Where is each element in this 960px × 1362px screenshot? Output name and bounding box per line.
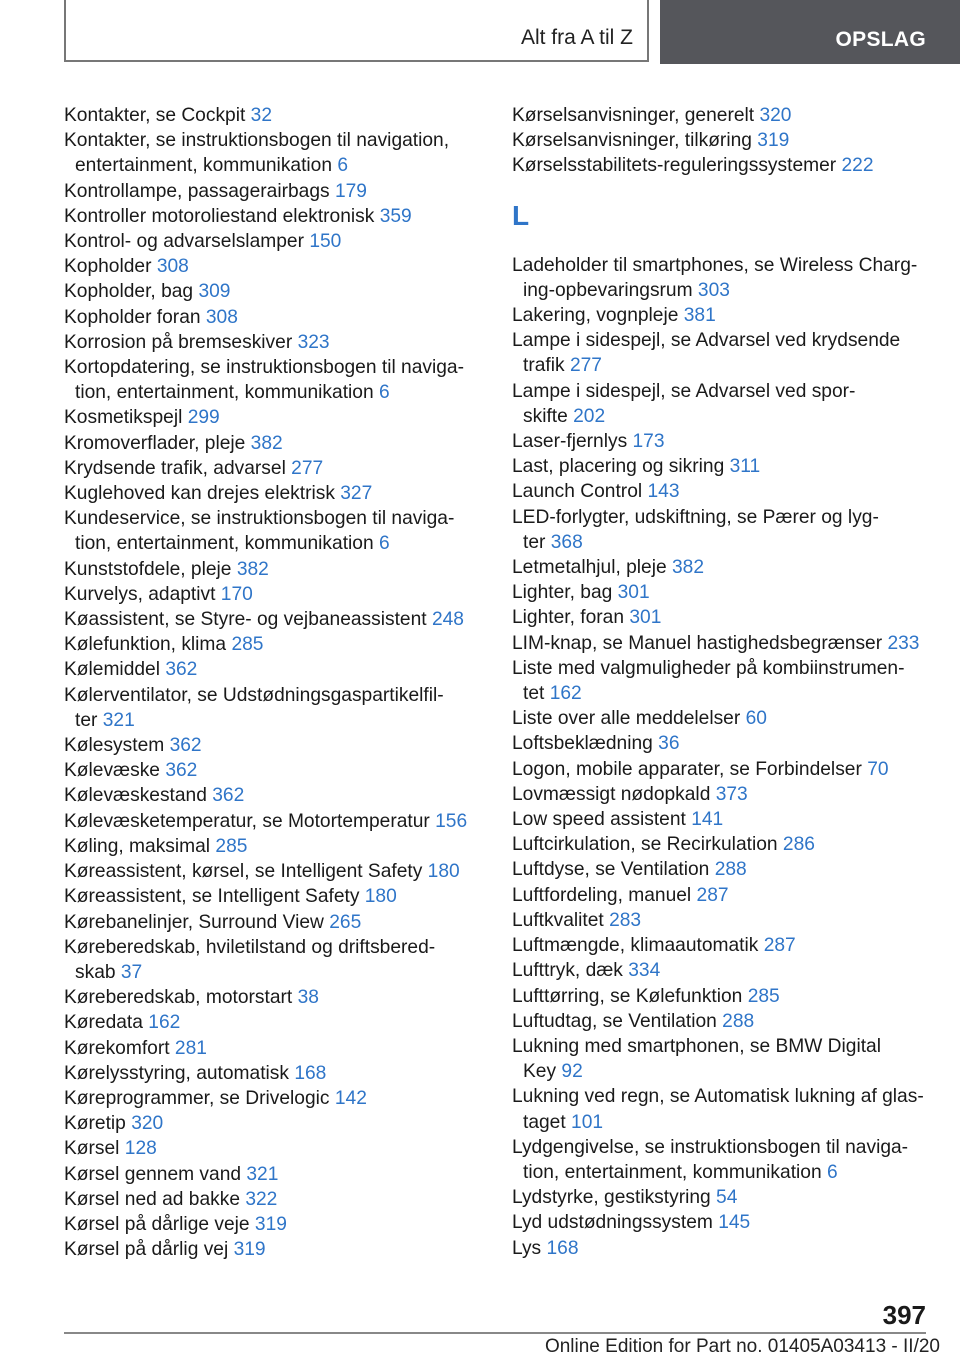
entry-text: Launch Control bbox=[512, 481, 643, 503]
entry-text: Letmetalhjul, pleje bbox=[512, 557, 667, 579]
index-entry bbox=[64, 1111, 494, 1136]
index-entry bbox=[512, 933, 942, 958]
index-entry bbox=[64, 733, 494, 758]
entry-text: Kølevæskestand bbox=[64, 785, 207, 807]
page-link[interactable]: 156 bbox=[435, 810, 468, 832]
entry-text: taget bbox=[523, 1111, 566, 1133]
index-entry bbox=[64, 179, 494, 204]
entry-text: Kopholder bbox=[64, 256, 152, 278]
page-link[interactable]: 320 bbox=[759, 105, 792, 126]
entry-text: Lydstyrke, gestikstyring bbox=[512, 1187, 711, 1209]
page-link[interactable]: 92 bbox=[561, 1061, 583, 1083]
index-entry bbox=[64, 431, 494, 456]
index-entry bbox=[512, 706, 942, 731]
page-link[interactable]: 143 bbox=[647, 481, 680, 503]
entry-text: Lyd udstødningssystem bbox=[512, 1212, 713, 1234]
page-link[interactable]: 142 bbox=[334, 1087, 367, 1109]
index-entry-continuation bbox=[512, 530, 942, 555]
page-link[interactable]: 286 bbox=[782, 834, 815, 856]
footer-text: Online Edition for Part no. 01405A03413 - II/20 bbox=[544, 1336, 940, 1357]
index-entry-continuation bbox=[512, 681, 942, 706]
page-link[interactable]: 320 bbox=[131, 1113, 164, 1135]
entry-text: Lovmæssigt nødopkald bbox=[512, 783, 711, 805]
page-link[interactable]: 36 bbox=[658, 733, 680, 755]
index-entry bbox=[64, 1010, 494, 1035]
entry-text: Kørsel bbox=[64, 1138, 120, 1160]
entry-text: Køassistent, se Styre- og vejbaneassistent bbox=[64, 609, 427, 631]
index-entry bbox=[512, 328, 942, 353]
index-entry bbox=[64, 1036, 494, 1061]
entry-text: Kontrollampe, passagerairbags bbox=[64, 180, 330, 202]
entry-text: Laser-fjernlys bbox=[512, 431, 628, 453]
entry-text: Loftsbeklædning bbox=[512, 733, 653, 755]
index-entry bbox=[64, 1237, 494, 1262]
index-entry bbox=[64, 1061, 494, 1086]
index-entry bbox=[64, 405, 494, 430]
page-link[interactable]: 311 bbox=[729, 456, 761, 478]
page-link[interactable]: 288 bbox=[714, 859, 747, 881]
index-entry-continuation bbox=[512, 404, 942, 429]
entry-text: Luftkvalitet bbox=[512, 909, 604, 931]
entry-text: Kontakter, se instruktionsbogen til navigation, bbox=[64, 130, 450, 152]
page-link[interactable]: 321 bbox=[246, 1163, 279, 1185]
page-link[interactable]: 170 bbox=[220, 583, 253, 605]
index-entry bbox=[512, 1236, 942, 1261]
index-entry-continuation bbox=[64, 531, 494, 556]
entry-text: Kundeservice, se instruktionsbogen til naviga- bbox=[64, 508, 455, 530]
entry-text: Lampe i sidespejl, se Advarsel ved krydsende bbox=[512, 330, 901, 352]
page-link[interactable]: 180 bbox=[427, 861, 460, 883]
index-entry bbox=[64, 809, 494, 834]
index-entry bbox=[512, 128, 942, 153]
entry-text: Kølerventilator, se Udstødningsgaspartikelfil- bbox=[64, 684, 444, 706]
index-column-right bbox=[512, 103, 942, 1261]
page-link[interactable]: 359 bbox=[379, 205, 412, 227]
entry-text: Kontakter, se Cockpit bbox=[64, 105, 246, 126]
entry-text: Kørsel gennem vand bbox=[64, 1163, 242, 1185]
entry-text: Kunststofdele, pleje bbox=[64, 558, 232, 580]
entry-text: Kurvelys, adaptivt bbox=[64, 583, 216, 605]
index-entry bbox=[512, 984, 942, 1009]
entry-text: ter bbox=[75, 709, 98, 731]
index-entry bbox=[512, 807, 942, 832]
index-entry bbox=[64, 279, 494, 304]
page-number: 397 bbox=[882, 1300, 926, 1330]
page-link[interactable]: 233 bbox=[887, 632, 920, 654]
index-entry bbox=[64, 884, 494, 909]
index-entry bbox=[64, 632, 494, 657]
entry-text: LED-forlygter, udskiftning, se Pærer og lyg- bbox=[512, 506, 879, 528]
page-link[interactable]: 179 bbox=[334, 180, 367, 202]
entry-text: Lighter, foran bbox=[512, 607, 625, 629]
page-link[interactable]: 362 bbox=[165, 760, 198, 782]
index-entry bbox=[64, 985, 494, 1010]
entry-text: ing-opbevaringsrum bbox=[523, 279, 693, 301]
entry-text: LIM-knap, se Manuel hastighedsbegrænser bbox=[512, 632, 883, 654]
index-entry bbox=[512, 1135, 942, 1160]
index-entry bbox=[64, 1212, 494, 1237]
entry-text: Kølevæsketemperatur, se Motortemperatur bbox=[64, 810, 430, 832]
entry-text: Kørekomfort bbox=[64, 1037, 170, 1059]
page-link[interactable]: 285 bbox=[747, 985, 780, 1007]
index-entry bbox=[512, 1185, 942, 1210]
index-entry bbox=[512, 454, 942, 479]
index-entry bbox=[64, 481, 494, 506]
entry-text: Lakering, vognpleje bbox=[512, 305, 679, 327]
page-link[interactable]: 168 bbox=[546, 1237, 579, 1259]
entry-text: Kopholder foran bbox=[64, 306, 201, 328]
index-entry bbox=[64, 254, 494, 279]
index-entry bbox=[64, 557, 494, 582]
index-entry bbox=[64, 128, 494, 153]
entry-text: Køredata bbox=[64, 1012, 143, 1034]
entry-text: Kølemiddel bbox=[64, 659, 160, 681]
entry-text: Krydsende trafik, advarsel bbox=[64, 457, 286, 479]
entry-text: Last, placering og sikring bbox=[512, 456, 725, 478]
entry-text: Lydgengivelse, se instruktionsbogen til naviga- bbox=[512, 1136, 909, 1158]
entry-text: Køreassistent, kørsel, se Intelligent Safety bbox=[64, 861, 423, 883]
page-link[interactable]: 6 bbox=[378, 533, 390, 555]
page-link[interactable]: 150 bbox=[309, 231, 342, 253]
entry-text: Luftcirkulation, se Recirkulation bbox=[512, 834, 778, 856]
page-link[interactable]: 381 bbox=[683, 305, 716, 327]
page-link[interactable]: 309 bbox=[198, 281, 231, 303]
page-link[interactable]: 373 bbox=[715, 783, 748, 805]
index-entry bbox=[64, 657, 494, 682]
index-entry-continuation bbox=[512, 1110, 942, 1135]
opslag-tab[interactable] bbox=[660, 0, 960, 64]
entry-text: tion, entertainment, kommunikation bbox=[75, 533, 374, 555]
page-link[interactable]: 60 bbox=[745, 708, 767, 730]
page-link[interactable]: 162 bbox=[549, 683, 582, 705]
entry-text: Kopholder, bag bbox=[64, 281, 194, 303]
index-entry bbox=[64, 1136, 494, 1161]
entry-text: tet bbox=[523, 683, 545, 705]
entry-text: Køreassistent, se Intelligent Safety bbox=[64, 886, 360, 908]
page-link[interactable]: 323 bbox=[297, 331, 330, 353]
entry-text: Kørebanelinjer, Surround View bbox=[64, 911, 324, 933]
index-entry bbox=[512, 303, 942, 328]
page-link[interactable]: 301 bbox=[629, 607, 662, 629]
entry-text: Kørsel på dårlig vej bbox=[64, 1239, 229, 1261]
page-link[interactable]: 368 bbox=[550, 531, 583, 553]
index-entry bbox=[64, 1086, 494, 1111]
entry-text: tion, entertainment, kommunikation bbox=[75, 382, 374, 404]
index-entry bbox=[512, 580, 942, 605]
page-link[interactable]: 285 bbox=[231, 634, 264, 656]
entry-text: Lufttryk, dæk bbox=[512, 960, 623, 982]
entry-text: Lukning ved regn, se Automatisk lukning af glas- bbox=[512, 1086, 924, 1108]
entry-text: Kuglehoved kan drejes elektrisk bbox=[64, 483, 335, 505]
entry-text: skab bbox=[75, 961, 116, 983]
index-entry bbox=[512, 1034, 942, 1059]
index-entry bbox=[512, 731, 942, 756]
entry-text: Liste med valgmuligheder på kombiinstrumen- bbox=[512, 657, 905, 679]
index-entry bbox=[512, 908, 942, 933]
page-link[interactable]: 128 bbox=[124, 1138, 157, 1160]
page-link[interactable]: 248 bbox=[431, 609, 464, 631]
index-entry bbox=[64, 582, 494, 607]
entry-text: Lighter, bag bbox=[512, 582, 613, 604]
index-entry bbox=[512, 605, 942, 630]
page-link[interactable]: 6 bbox=[378, 382, 390, 404]
entry-text: tion, entertainment, kommunikation bbox=[523, 1161, 822, 1183]
entry-text: entertainment, kommunikation bbox=[75, 155, 333, 177]
page-link[interactable]: 327 bbox=[340, 483, 373, 505]
index-entry bbox=[64, 204, 494, 229]
page-link[interactable]: 322 bbox=[245, 1188, 278, 1210]
page-link[interactable]: 382 bbox=[672, 557, 705, 579]
entry-text: Kortopdatering, se instruktionsbogen til naviga- bbox=[64, 357, 464, 379]
entry-text: Køretip bbox=[64, 1113, 126, 1135]
entry-text: Key bbox=[523, 1061, 557, 1083]
page-link[interactable]: 162 bbox=[148, 1012, 181, 1034]
page-link[interactable]: 382 bbox=[236, 558, 269, 580]
page-link[interactable]: 303 bbox=[697, 279, 730, 301]
index-entry bbox=[512, 153, 942, 178]
index-entry bbox=[512, 1084, 942, 1109]
index-entry bbox=[512, 656, 942, 681]
page-link[interactable]: 362 bbox=[212, 785, 245, 807]
entry-text: Lufttørring, se Kølefunktion bbox=[512, 985, 743, 1007]
entry-text: Kølesystem bbox=[64, 735, 165, 757]
page-link[interactable]: 308 bbox=[156, 256, 189, 278]
tab-label: OPSLAG bbox=[835, 28, 926, 51]
index-entry bbox=[512, 479, 942, 504]
entry-text: Logon, mobile apparater, se Forbindelser bbox=[512, 758, 862, 780]
index-entry bbox=[512, 883, 942, 908]
entry-text: Low speed assistent bbox=[512, 809, 686, 831]
index-entry bbox=[64, 834, 494, 859]
page-link[interactable]: 301 bbox=[617, 582, 650, 604]
index-entry bbox=[64, 683, 494, 708]
entry-text: Kromoverflader, pleje bbox=[64, 432, 246, 454]
page-link[interactable]: 319 bbox=[757, 130, 790, 152]
index-column-left bbox=[64, 103, 494, 1262]
index-entry bbox=[64, 229, 494, 254]
page-link[interactable]: 321 bbox=[102, 709, 135, 731]
entry-text: Kørsel ned ad bakke bbox=[64, 1188, 240, 1210]
entry-text: Luftfordeling, manuel bbox=[512, 884, 692, 906]
index-entry bbox=[512, 832, 942, 857]
page-link[interactable]: 334 bbox=[628, 960, 661, 982]
index-entry-continuation bbox=[64, 960, 494, 985]
page-link[interactable]: 32 bbox=[250, 105, 272, 126]
page-header bbox=[0, 0, 960, 66]
entry-text: Korrosion på bremseskiver bbox=[64, 331, 293, 353]
entry-text: trafik bbox=[523, 355, 565, 377]
entry-text: Ladeholder til smartphones, se Wireless Charg- bbox=[512, 254, 918, 276]
index-entry-continuation bbox=[64, 380, 494, 405]
index-entry bbox=[512, 429, 942, 454]
entry-text: Kørselsanvisninger, tilkøring bbox=[512, 130, 752, 152]
index-entry bbox=[64, 859, 494, 884]
entry-text: Kontroller motoroliestand elektronisk bbox=[64, 205, 375, 227]
entry-text: Lukning med smartphonen, se BMW Digital bbox=[512, 1035, 881, 1057]
page-link[interactable]: 281 bbox=[174, 1037, 207, 1059]
index-entry bbox=[64, 758, 494, 783]
index-entry bbox=[512, 1210, 942, 1235]
page-link[interactable]: 362 bbox=[165, 659, 198, 681]
page-link[interactable]: 101 bbox=[571, 1111, 604, 1133]
index-entry bbox=[512, 505, 942, 530]
index-entry-continuation bbox=[512, 278, 942, 303]
page-link[interactable]: 202 bbox=[573, 405, 606, 427]
index-entry-continuation bbox=[512, 1059, 942, 1084]
entry-text: skifte bbox=[523, 405, 568, 427]
page-link[interactable]: 283 bbox=[609, 909, 642, 931]
page-link[interactable]: 362 bbox=[169, 735, 202, 757]
entry-text: ter bbox=[523, 531, 546, 553]
page-link[interactable]: 54 bbox=[716, 1187, 738, 1209]
index-entry bbox=[64, 103, 494, 128]
index-entry bbox=[512, 631, 942, 656]
entry-text: Køling, maksimal bbox=[64, 835, 211, 857]
index-entry bbox=[64, 355, 494, 380]
entry-text: Kontrol- og advarselslamper bbox=[64, 231, 304, 253]
page-link[interactable]: 277 bbox=[569, 355, 602, 377]
section-letter: L bbox=[512, 199, 530, 231]
entry-text: Kørsel på dårlige veje bbox=[64, 1213, 250, 1235]
index-entry bbox=[64, 1187, 494, 1212]
index-entry-continuation bbox=[64, 153, 494, 178]
section-label: Alt fra A til Z bbox=[520, 26, 633, 49]
page-link[interactable]: 287 bbox=[763, 935, 796, 957]
entry-text: Liste over alle meddelelser bbox=[512, 708, 741, 730]
entry-text: Lampe i sidespejl, se Advarsel ved spor- bbox=[512, 380, 856, 402]
index-entry bbox=[512, 1009, 942, 1034]
index-entry-continuation bbox=[512, 1160, 942, 1185]
entry-text: Kørselsstabilitets-reguleringssystemer bbox=[512, 155, 837, 177]
page-link[interactable]: 308 bbox=[205, 306, 238, 328]
index-entry bbox=[512, 555, 942, 580]
entry-text: Luftudtag, se Ventilation bbox=[512, 1010, 717, 1032]
index-entry bbox=[512, 103, 942, 128]
index-entry bbox=[512, 379, 942, 404]
entry-text: Kølefunktion, klima bbox=[64, 634, 227, 656]
page-link[interactable]: 288 bbox=[722, 1010, 755, 1032]
page-link[interactable]: 6 bbox=[337, 155, 349, 177]
index-entry bbox=[512, 857, 942, 882]
entry-text: Kosmetikspejl bbox=[64, 407, 183, 429]
index-entry bbox=[64, 330, 494, 355]
page-link[interactable]: 319 bbox=[254, 1213, 287, 1235]
entry-text: Kørelysstyring, automatisk bbox=[64, 1062, 289, 1084]
page-link[interactable]: 145 bbox=[718, 1212, 751, 1234]
page-link[interactable]: 38 bbox=[297, 987, 319, 1009]
page-link[interactable]: 70 bbox=[867, 758, 889, 780]
index-entry bbox=[64, 607, 494, 632]
entry-text: Luftmængde, klimaautomatik bbox=[512, 935, 759, 957]
page-link[interactable]: 141 bbox=[691, 809, 724, 831]
index-entry-continuation bbox=[512, 353, 942, 378]
page-link[interactable]: 277 bbox=[291, 457, 324, 479]
entry-text: Køreprogrammer, se Drivelogic bbox=[64, 1087, 330, 1109]
index-entry bbox=[64, 910, 494, 935]
index-entry bbox=[512, 757, 942, 782]
page-link[interactable]: 319 bbox=[233, 1239, 266, 1261]
page-link[interactable]: 6 bbox=[826, 1161, 838, 1183]
index-entry bbox=[64, 305, 494, 330]
index-entry bbox=[64, 1162, 494, 1187]
index-entry bbox=[512, 782, 942, 807]
page-link[interactable]: 173 bbox=[632, 431, 665, 453]
page-link[interactable]: 222 bbox=[841, 155, 874, 177]
index-entry bbox=[64, 783, 494, 808]
index-entry bbox=[64, 935, 494, 960]
page-link[interactable]: 299 bbox=[187, 407, 220, 429]
index-entry bbox=[512, 958, 942, 983]
footer-divider bbox=[64, 1332, 926, 1334]
header-section-box bbox=[64, 0, 649, 62]
page-link[interactable]: 180 bbox=[364, 886, 397, 908]
page-link[interactable]: 37 bbox=[120, 961, 143, 983]
page-link[interactable]: 168 bbox=[294, 1062, 327, 1084]
index-entry-continuation bbox=[64, 708, 494, 733]
entry-text: Køreberedskab, motorstart bbox=[64, 987, 293, 1009]
entry-text: Køreberedskab, hviletilstand og driftsbered- bbox=[64, 936, 436, 958]
entry-text: Luftdyse, se Ventilation bbox=[512, 859, 710, 881]
page-link[interactable]: 285 bbox=[215, 835, 248, 857]
page-link[interactable]: 382 bbox=[250, 432, 283, 454]
index-entry bbox=[64, 456, 494, 481]
page-link[interactable]: 265 bbox=[329, 911, 362, 933]
entry-text: Kølevæske bbox=[64, 760, 160, 782]
index-entry bbox=[64, 506, 494, 531]
entry-text: Lys bbox=[512, 1237, 542, 1259]
entry-text: Kørselsanvisninger, generelt bbox=[512, 105, 755, 126]
page-link[interactable]: 287 bbox=[696, 884, 729, 906]
index-entry bbox=[512, 253, 942, 278]
